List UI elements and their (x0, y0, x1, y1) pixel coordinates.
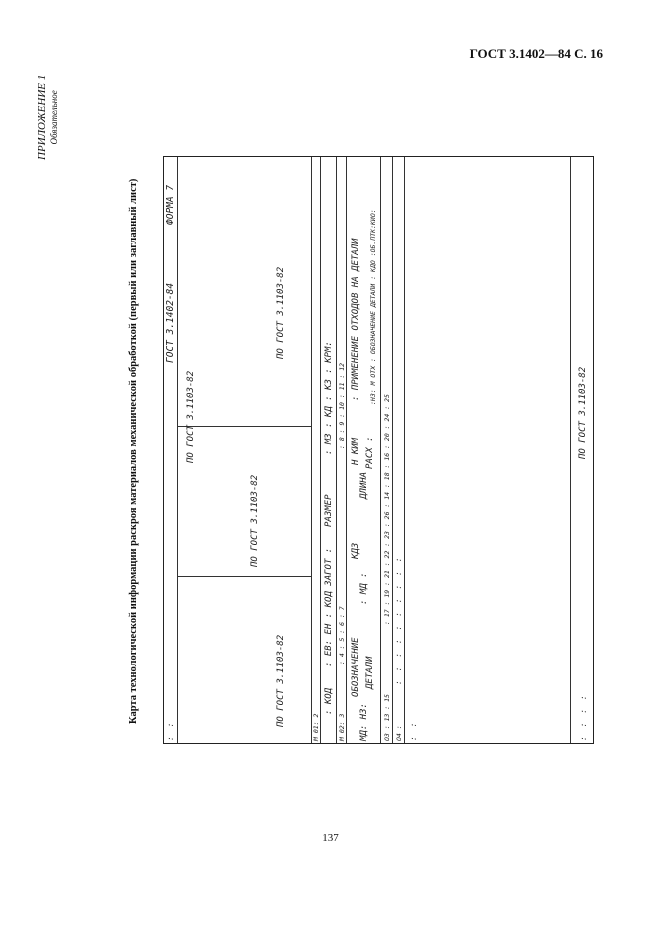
col-mz: : МЗ : КД : КЗ : КРМ: (324, 341, 334, 455)
dot-leader: : : (409, 720, 418, 741)
gost-reference: ПО ГОСТ 3.1103-82 (250, 474, 260, 567)
col-razmer: РАЗМЕР (324, 494, 334, 527)
standard-page-header: ГОСТ 3.1402—84 С. 16 (469, 46, 603, 61)
form-label: ФОРМА 7 (165, 184, 176, 225)
form-caption: Карта технологической информации раскроя материалов механической обработкой (первый или заглавный лист) (128, 178, 139, 724)
row-m02 (337, 157, 347, 744)
col-kod: : КОД (324, 687, 334, 715)
col-oboznachenie: ОБОЗНАЧЕНИЕ (351, 637, 361, 697)
form-content (164, 157, 594, 744)
col-md: : МД : (359, 572, 369, 605)
divider (178, 576, 311, 577)
form-standard: ГОСТ 3.1402-84 (165, 282, 176, 363)
title-block (178, 157, 312, 744)
page-number: 137 (322, 832, 339, 844)
row-code: О3 : 13 : 15 (383, 694, 391, 741)
col-primenenie: : ПРИМЕНЕНИЕ ОТХОДОВ НА ДЕТАЛИ (351, 238, 361, 401)
gost-reference: ПО ГОСТ 3.1103-82 (276, 634, 286, 727)
form-body (405, 157, 570, 744)
field-numbers: : 17 : 19 : 21 : 22 : 23 : 26 : 14 : 18 : 16 : 20 : 24 : 25 (383, 394, 391, 625)
field-numbers: : 8 : 9 : 10 : 11 : 12 (338, 362, 346, 449)
dot-leader: : : : : : : : : : : (394, 555, 403, 685)
col-primenenie-sub: :НЗ: М ОТХ : ОБОЗНАЧЕНИЕ ДЕТАЛИ : КДО :ОБ.ПТК:КИО: (369, 209, 377, 405)
col-detali: ДЕТАЛИ (365, 656, 375, 689)
row-code: О4 : (395, 725, 403, 741)
appendix-title: ПРИЛОЖЕНИЕ 1 (36, 74, 48, 160)
row-kod (321, 157, 337, 744)
form-footer (570, 157, 594, 744)
field-numbers: : 4 : 5 : 6 : 7 (338, 606, 346, 665)
dot-leader: : : (166, 720, 175, 741)
col-kdz: КДЗ (351, 542, 361, 559)
col-dlina: ДЛИНА (359, 471, 369, 499)
appendix-label (36, 75, 60, 160)
dot-leader: : : : : (579, 693, 588, 741)
row-code: М 02: 3 (338, 713, 346, 741)
col-ev-en: : ЕВ: ЕН : КОД ЗАГОТ : (324, 547, 334, 667)
row-mdl (347, 157, 381, 744)
gost-reference: ПО ГОСТ 3.1103-82 (186, 370, 196, 463)
gost-reference: ПО ГОСТ 3.1103-82 (578, 366, 588, 459)
row-m01 (312, 157, 321, 744)
appendix-subtitle: Обязательное (49, 90, 59, 145)
row-o4 (393, 157, 405, 744)
col-md-nz: МД: НЗ: (359, 703, 369, 741)
row-o3 (381, 157, 393, 744)
divider (178, 426, 311, 427)
gost-reference: ПО ГОСТ 3.1103-82 (276, 266, 286, 359)
row-code: М 01: 2 (312, 713, 320, 741)
technological-form (163, 156, 594, 744)
col-n-kim: Н КИМ (351, 437, 361, 465)
col-rasx: РАСХ : (365, 436, 375, 469)
form-header-row (164, 157, 178, 744)
